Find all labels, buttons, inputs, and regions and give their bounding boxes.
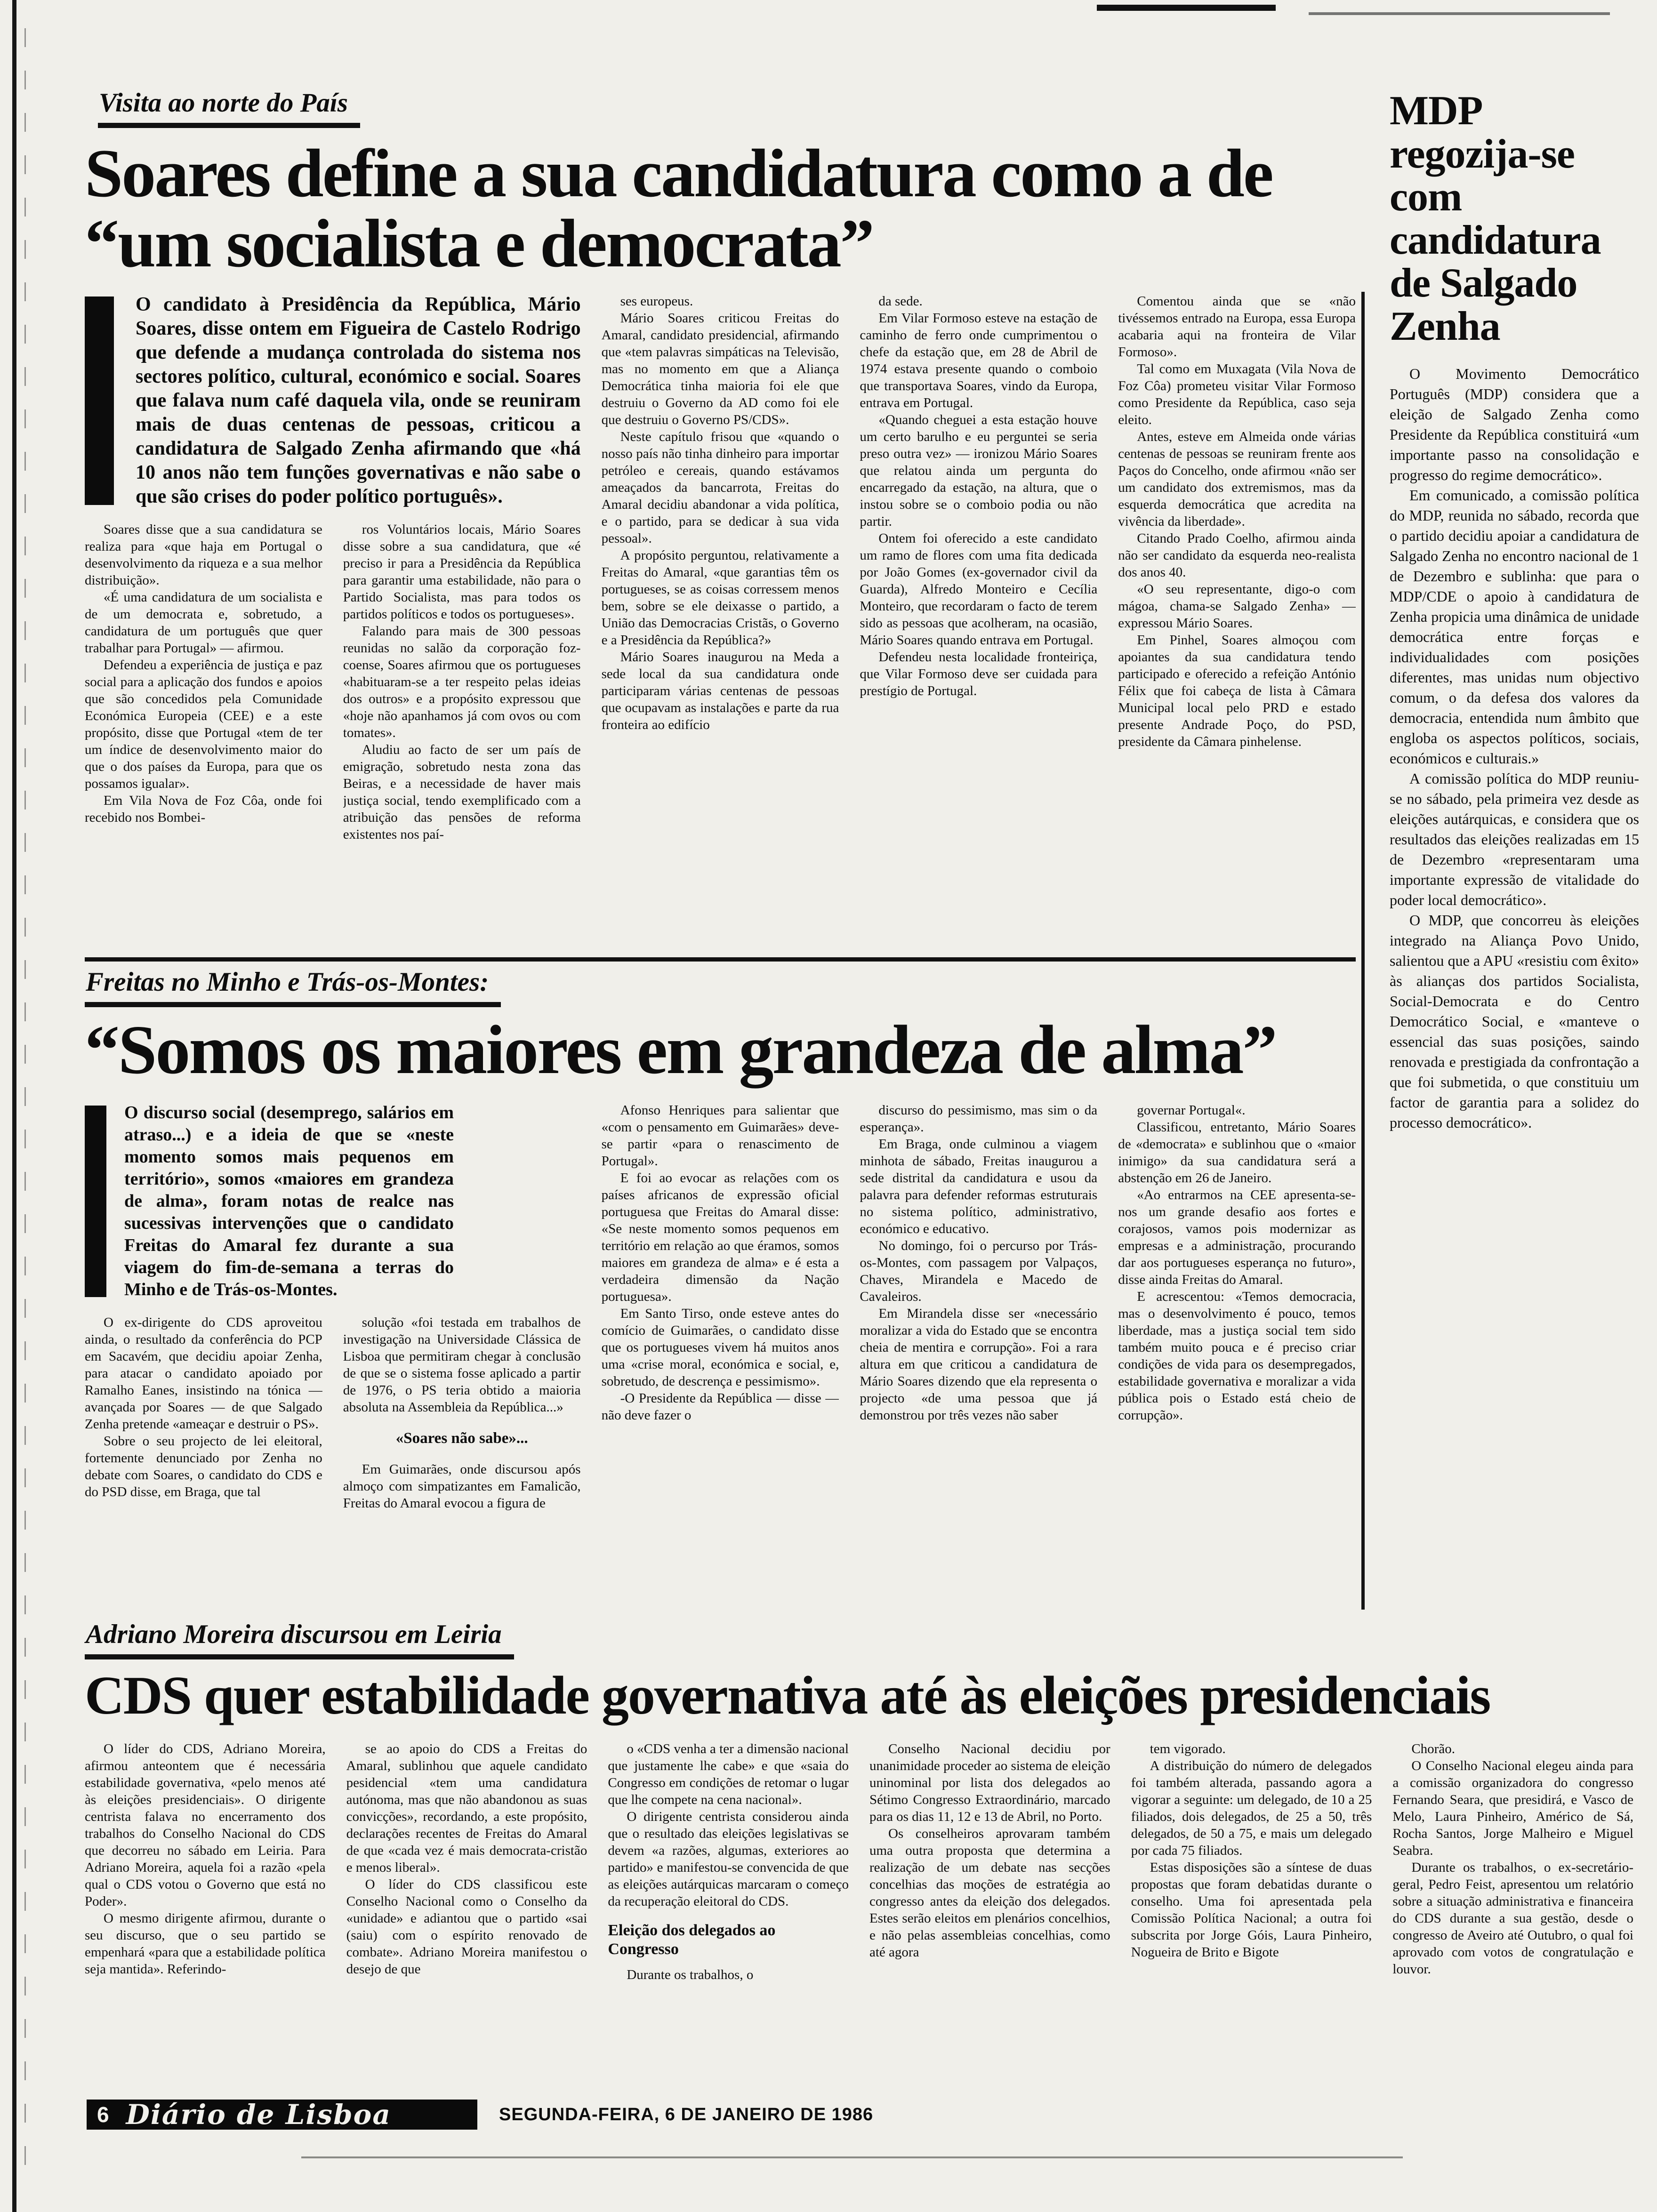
article-cds-column-4: Conselho Nacional decidiu por unanimidade proceder ao sistema de eleição uninominal por lista dos delegados ao Sétimo Congresso Extraordinário, marcado para os dias 11, 12 e 13 de Abril, no Porto. Os conselheiros aprovaram também uma outra proposta que determina a realização de um debate nas secções concelhias das moções de estratégia ao congresso antes da eleição dos delegados. Estes serão eleitos em plenários concelhios, e não pelas assembleias concelhias, como até agora xyxy=(869,1741,1110,1960)
page-number: 6 xyxy=(97,2102,109,2127)
article-freitas-lead-text: O discurso social (desemprego, salários em atraso...) e a ideia de que se «neste momento somos mais pequenos em território», somos «maiores em grandeza de alma», foram notas de realce nas sucessivas intervenções que o candidato Freitas do Amaral fez durante a sua viagem do fim-de-semana a terras do Minho e de Trás-os-Montes. xyxy=(124,1102,454,1299)
article-freitas-column-2: solução «foi testada em trabalhos de investigação na Universidade Clássica de Lisboa que permitiram chegar à conclusão de que se o sistema fosse aplicado a partir de 1976, o PS teria obtido a maioria absoluta na Assembleia da República...» «Soares não sabe»... Em Guimarães, onde discursou após almoço com simpatizantes em Famalicão, Freitas do Amaral evocou a figura de xyxy=(343,1314,581,1511)
article-cds-headline: CDS quer estabilidade governativa até às eleições presidenciais xyxy=(85,1665,1490,1726)
sidebar-mdp-body: O Movimento Democrático Português (MDP) considera que a eleição de Salgado Zenha como Presidente da República constituirá «um importante passo na consolidação e progresso do regime democrático». Em comunicado, a comissão política do MDP, reunida no sábado, recorda que o partido decidiu apoiar a candidatura de Salgado Zenha no encontro nacional de 1 de Dezembro e sublinha: que para o MDP/CDE o apoio à candidatura de Zenha propicia uma dinâmica de unidade democrática entre forças e individualidades com posições diferentes, mas unidas num objectivo comum, o da defesa dos valores da democracia, entendida num âmbito que engloba os aspectos políticos, sociais, económicos e culturais.» A comissão política do MDP reuniu-se no sábado, pela primeira vez desde as eleições autárquicas, e considera que os resultados das eleições realizadas em 15 de Dezembro «representaram uma importante expressão de vitalidade do poder local democrático». O MDP, que concorreu às eleições integrado na Aliança Povo Unido, salientou que a APU «resistiu com êxito» às alianças dos partidos Socialista, Social-Democrata e do Centro Democrático Social, e «manteve o essencial das suas posições, saindo renovada e prestigiada da confrontação a que foi submetida, o que constituiu um factor de garantia para a solidez do processo democrático». xyxy=(1390,365,1639,1131)
article-cds-kicker: Adriano Moreira discursou em Leiria xyxy=(85,1620,514,1659)
article-soares xyxy=(85,88,1356,960)
article-freitas xyxy=(85,968,1356,1611)
masthead-logo: Diário de Lisboa xyxy=(126,2099,391,2131)
article-soares-column-3: ses europeus. Mário Soares criticou Freitas do Amaral, candidato presidencial, afirmando que «tem palavras simpáticas na Televisão, mas no momento em que a Aliança Democrática tinha maioria foi ele que destruiu o Governo da AD como foi ele que destruiu o Governo PS/CDS». Neste capítulo frisou que «quando o nosso país não tinha dinheiro para importar petróleo e cereais, quando estávamos ameaçados da bancarrota, Freitas do Amaral decidiu abandonar a vida política, e o partido, para se dedicar à sua vida pessoal». A propósito perguntou, relativamente a Freitas do Amaral, «que garantias têm os portugueses, se as coisas corressem menos bem, sobre se ele deixasse o partido, a União das Democracias Cristãs, o Governo e a Presidência da República?» Mário Soares inaugurou na Meda a sede local da sua candidatura onde participaram várias centenas de pessoas que ocupavam as instalações e parte da rua fronteira ao edifício xyxy=(601,293,839,732)
article-cds-body xyxy=(85,1740,1633,2089)
article-freitas-column-1: O ex-dirigente do CDS aproveitou ainda, o resultado da conferência do PCP em Sacavém, que decidiu apoiar Zenha, para atacar o candidato apoiado por Ramalho Eanes, insistindo na tónica — avançada por Soares — de que Salgado Zenha pretende «ameaçar e destruir o PS». Sobre o seu projecto de lei eleitoral, fortemente denunciado por Zenha no debate com Soares, o candidato do CDS e do PSD disse, em Braga, que tal xyxy=(85,1314,322,1499)
date-line: SEGUNDA-FEIRA, 6 DE JANEIRO DE 1986 xyxy=(499,2104,874,2124)
scan-artifact-top-line xyxy=(1097,5,1276,11)
article-cds-column-2: se ao apoio do CDS a Freitas do Amaral, sublinhou que aquele candidato pesidencial «tem uma candidatura autónoma, mas que não abandonou as suas convicções», recordando, a este propósito, declarações recentes de Freitas do Amaral de que «cada vez é mais democrata-cristão e menos liberal». O líder do CDS classificou este Conselho Nacional como o Conselho da «unidade» e adiantou que o partido «sai (saiu) com o espírito renovado de combate». Adriano Moreira manifestou o desejo de que xyxy=(346,1741,587,1977)
article-freitas-lead xyxy=(85,1102,454,1301)
article-soares-kicker-wrap xyxy=(98,88,1356,128)
sidebar-mdp-headline: MDP regozija-se com candidatura de Salgado Zenha xyxy=(1390,88,1601,349)
article-soares-kicker: Visita ao norte do País xyxy=(98,88,360,128)
article-freitas-column-5: governar Portugal«. Classificou, entretanto, Mário Soares de «democrata» e sublinhou que o «maior inimigo» da sua candidatura será a abstenção em 26 de Janeiro. «Ao entrarmos na CEE apresenta-se-nos um grande desafio aos fortes e corajosos, vamos pois modernizar as empresas e a administração, procurando dar aos portugueses esperança no futuro», disse ainda Freitas do Amaral. E acrescentou: «Temos democracia, mas o desenvolvimento é pouco, temos liberdade, mas a justiça social tem sido também muito pouca e é preciso criar condições de vida para os desempregados, estabilidade governativa e moralizar a vida pública pois o Estado está cheio de corrupção». xyxy=(1118,1102,1356,1423)
article-cds-column-3: o «CDS venha a ter a dimensão nacional que justamente lhe cabe» e que «saia do Congresso em condições de retomar o lugar que lhe compete na cena nacional». O dirigente centrista considerou ainda que o resultado das eleições legislativas se devem «a razões, algumas, exteriores ao partido» e manifestou-se convencida de que as eleições autárquicas marcaram o começo da recuperação eleitoral do CDS. Eleição dos delegados ao Congresso Durante os trabalhos, o xyxy=(608,1741,849,1982)
article-freitas-column-3: Afonso Henriques para salientar que «com o pensamento em Guimarães» deve-se partir «para o renascimento de Portugal». E foi ao evocar as relações com os países africanos de expressão oficial portuguesa que Freitas do Amaral disse: «Se neste momento somos pequenos em território em relação ao que éramos, somos maiores em grandeza de alma» e é esta a verdadeira dimensão da Nação portuguesa». Em Santo Tirso, onde esteve antes do comício de Guimarães, o candidato disse que os portugueses vivem há muitos anos uma «crise moral, económica e social, e, sobretudo, de descrença e pessimismo». -O Presidente da República — disse — não deve fazer o xyxy=(601,1102,839,1423)
article-soares-column-1: Soares disse que a sua candidatura se realiza para «que haja em Portugal o desenvolvimento da riqueza e a sua melhor distribuição». «É uma candidatura de um socialista e de um democrata e, sobretudo, a candidatura de um português que quer trabalhar para Portugal» — afirmou. Defendeu a experiência de justiça e paz social para a aplicação dos fundos e apoios que são concedidos pela Comunidade Económica Europeia (CEE) e a este propósito, disse que Portugal «tem de ter um índice de desenvolvimento maior do que o dos países da Europa, para que os possamos igualar». Em Vila Nova de Foz Côa, onde foi recebido nos Bombei- xyxy=(85,521,322,825)
scan-edge-dashes xyxy=(24,28,26,2165)
footer-thin-rule xyxy=(301,2156,1403,2158)
article-soares-lead xyxy=(85,293,581,509)
article-freitas-body xyxy=(85,1102,1356,1619)
article-freitas-headline: “Somos os maiores em grandeza de alma” xyxy=(85,1011,1276,1089)
article-cds-column-1: O líder do CDS, Adriano Moreira, afirmou anteontem que é necessária estabilidade governativa, «pelo menos até às eleições presidenciais». O dirigente centrista falava no encerramento dos trabalhos do Conselho Nacional do CDS que decorreu no sábado em Leiria. Para Adriano Moreira, aquela foi a razão «pela qual o CDS votou o Governo que está no Poder». O mesmo dirigente afirmou, durante o seu discurso, que o seu partido se empenhará «para que a estabilidade política seja mantida». Referindo- xyxy=(85,1741,326,1977)
article-soares-column-4: da sede. Em Vilar Formoso esteve na estação de caminho de ferro onde cumprimentou o chefe da estação que, em 28 de Abril de 1974 estava presente quando o comboio que transportava Soares, vindo da Europa, entrava em Portugal. «Quando cheguei a esta estação houve um certo barulho e eu perguntei se seria preso outra vez» — ironizou Mário Soares que relatou ainda um pergunta do encarregado da estação, na altura, que o instou sobre se o comboio podia ou não partir. Ontem foi oferecido a este candidato um ramo de flores com uma fita dedicada por João Gomes (ex-governador civil da Guarda), Alfredo Monteiro e Cecília Monteiro, que recordaram o facto de terem sido as pessoas que acolheram, na ocasião, Mário Soares quando entrava em Portugal. Defendeu nesta localidade fronteiriça, que Vilar Formoso deve ser cuidada para prestígio de Portugal. xyxy=(860,293,1098,698)
article-soares-body xyxy=(85,293,1356,942)
footer-masthead-bar xyxy=(87,2100,477,2130)
article-cds-kicker-wrap xyxy=(85,1620,1633,1659)
article-freitas-column-4: discurso do pessimismo, mas sim o da esperança». Em Braga, onde culminou a viagem minhota de sábado, Freitas inaugurou a sede distrital da candidatura e usou da palavra para defender reformas estruturais no sistema político, administrativo, económico e educativo. No domingo, foi o percurso por Trás-os-Montes, com passagem por Valpaços, Chaves, Mirandela e Macedo de Cavaleiros. Em Mirandela disse ser «necessário moralizar a vida do Estado que se encontra cheia de mentira e corrupção». Foi a rara altura em que criticou a candidatura de Mário Soares dizendo que ela representa o projecto «de uma pessoa que já demonstrou por três vezes não saber xyxy=(860,1102,1098,1423)
article-soares-column-5: Comentou ainda que se «não tivéssemos entrado na Europa, essa Europa acabaria aqui na fronteira de Vilar Formoso». Tal como em Muxagata (Vila Nova de Foz Côa) prometeu visitar Vilar Formoso como Presidente da República, caso seja eleito. Antes, esteve em Almeida onde várias centenas de pessoas se reuniram frente aos Paços do Concelho, onde afirmou «não ser um candidato dos extremismos, mas da esquerda democrática que acredita na vivência da liberdade». Citando Prado Coelho, afirmou ainda não ser candidato da esquerda neo-realista dos anos 40. «O seu representante, digo-o com mágoa, chama-se Salgado Zenha» — expressou Mário Soares. Em Pinhel, Soares almoçou com apoiantes da sua candidatura tendo participado e oferecido a refeição António Félix que foi cabeça de lista à Câmara Municipal local pelo PRD e estado presente Andrade Poço, do PSD, presidente da Câmara pinhelense. xyxy=(1118,293,1356,749)
scan-artifact-top-line-2 xyxy=(1309,12,1610,15)
column-divider-rule xyxy=(1361,292,1365,1610)
scan-edge-line xyxy=(12,0,16,2212)
lead-drop-bar xyxy=(85,297,114,505)
article-soares-headline: Soares define a sua candidatura como a de “um socialista e democrata” xyxy=(85,135,1272,281)
article-cds-column-5: tem vigorado. A distribuição do número de delegados foi também alterada, passando agora a vigorar a seguinte: um delegado, de 10 a 25 filiados, dois delegados, de 25 a 50, três delegados, de 50 a 75, e mais um delegado por cada 75 filiados. Estas disposições são a síntese de duas propostas que foram debatidas durante o conselho. Uma foi apresentada pela Comissão Política Nacional; a outra foi subscrita por Jorge Góis, Laura Pinheiro, Nogueira de Brito e Bigote xyxy=(1131,1741,1372,1960)
sidebar-mdp-article xyxy=(1390,89,1639,1610)
page-footer xyxy=(87,2098,1635,2131)
article-soares-column-2: ros Voluntários locais, Mário Soares disse sobre a sua candidatura, que «é preciso ir para a Presidência da República para garantir uma estabilidade, não para o Partido Socialista, mas para todos os partidos políticos e todos os portugueses». Falando para mais de 300 pessoas reunidas no salão da corporação foz-coense, Soares afirmou que os portugueses «habituaram-se a ter respeito pelas ideias dos outros» e a propósito expressou que «hoje não apanhamos já com ovos ou com tomates». Aludiu ao facto de ser um país de emigração, sobretudo nesta zona das Beiras, e a necessidade de haver mais justiça social, tendo exemplificado com a atribuição das pensões de reforma existentes nos paí- xyxy=(343,521,581,842)
article-cds xyxy=(85,1620,1633,2095)
lead-drop-bar xyxy=(85,1106,106,1297)
article-soares-bottom-rule xyxy=(85,957,1356,962)
article-soares-lead-text: O candidato à Presidência da República, Mário Soares, disse ontem em Figueira de Castelo Rodrigo que defende a mudança controlada do sistema nos sectores político, cultural, económico e social. Soares que falava num café daquela vila, onde se reuniram mais de duas centenas de pessoas, criticou a candidatura de Salgado Zenha afirmando que «há 10 anos não tem funções governativas e não sabe o que são crises do poder político português». xyxy=(136,293,581,507)
article-freitas-kicker: Freitas no Minho e Trás-os-Montes: xyxy=(85,968,501,1007)
article-cds-column-6: Chorão. O Conselho Nacional elegeu ainda para a comissão organizadora do congresso Fernando Seara, que presidirá, e Vasco de Melo, Laura Pinheiro, Américo de Sá, Rocha Santos, Jorge Malheiro e Miguel Seabra. Durante os trabalhos, o ex-secretário-geral, Pedro Feist, apresentou um relatório sobre a situação administrativa e financeira do CDS durante a sua gestão, desde o congresso de Aveiro até Outubro, o qual foi aprovado com votos de congratulação e louvor. xyxy=(1392,1741,1633,1977)
article-freitas-kicker-wrap xyxy=(85,968,1356,1007)
